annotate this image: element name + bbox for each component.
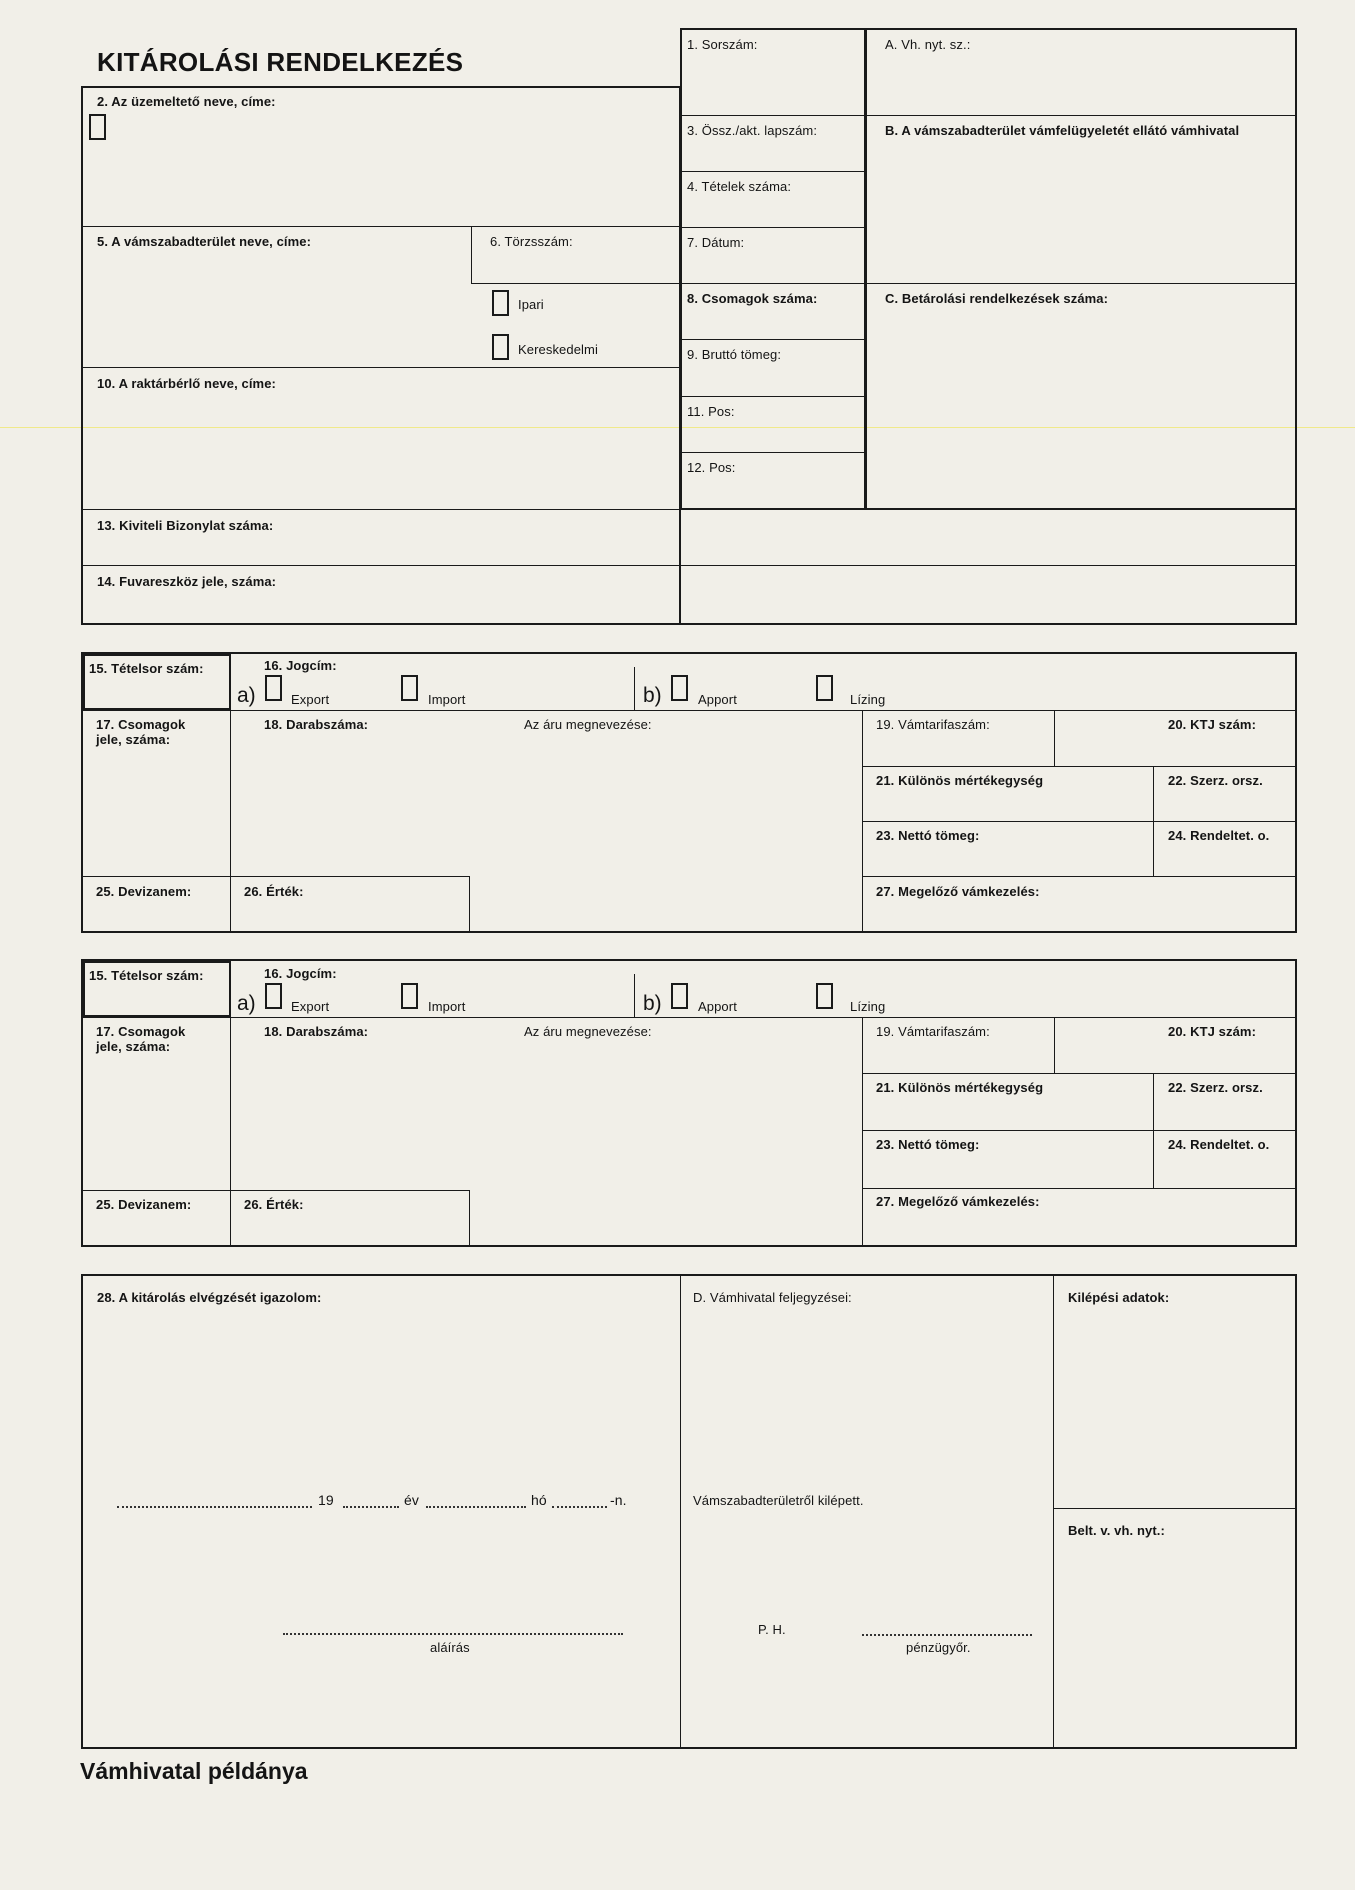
- item-1-packages-label: 17. Csomagok jele, száma:: [96, 717, 186, 747]
- item-2-value-label: 26. Érték:: [244, 1197, 304, 1212]
- signature-label: aláírás: [430, 1640, 470, 1655]
- exited-free-zone-label: Vámszabadterületről kilépett.: [693, 1493, 864, 1508]
- item-2-origin-country-label: 22. Szerz. orsz.: [1168, 1080, 1263, 1095]
- year-prefix: 19: [318, 1492, 334, 1508]
- form-title: KITÁROLÁSI RENDELKEZÉS: [97, 47, 464, 77]
- item-2-destination-label: 24. Rendeltet. o.: [1168, 1137, 1270, 1152]
- item-1-apport-label: Apport: [698, 692, 737, 707]
- item-count-label: 4. Tételek száma:: [687, 179, 792, 194]
- item-2-currency-label: 25. Devizanem:: [96, 1197, 192, 1212]
- item-1-previous-clearance-label: 27. Megelőző vámkezelés:: [876, 884, 1040, 899]
- item-1-line-number-label: 15. Tételsor szám:: [89, 661, 204, 676]
- item-2-line-number-label: 15. Tételsor szám:: [89, 968, 204, 983]
- item-1-export-checkbox[interactable]: [265, 675, 282, 701]
- item-2-special-unit-label: 21. Különös mértékegység: [876, 1080, 1044, 1095]
- item-1-import-checkbox[interactable]: [401, 675, 418, 701]
- operator-checkbox[interactable]: [89, 114, 106, 140]
- bottom-block: [81, 1274, 1297, 1749]
- item-1-value-label: 26. Érték:: [244, 884, 304, 899]
- export-document-label: 13. Kiviteli Bizonylat száma:: [97, 518, 274, 533]
- item-1-ktj-label: 20. KTJ szám:: [1168, 717, 1257, 732]
- serial-number-label: 1. Sorszám:: [687, 37, 758, 52]
- item-2-goods-name-label: Az áru megnevezése:: [524, 1024, 652, 1039]
- top-right-column: [865, 28, 1297, 510]
- item-2-net-weight-label: 23. Nettó tömeg:: [876, 1137, 980, 1152]
- item-1-special-unit-label: 21. Különös mértékegység: [876, 773, 1044, 788]
- completion-certification-label: 28. A kitárolás elvégzését igazolom:: [97, 1290, 322, 1305]
- top-mid-column: [680, 28, 866, 510]
- stamp-label: P. H.: [758, 1622, 786, 1637]
- item-1-lizing-label: Lízing: [850, 692, 886, 707]
- item-2-import-label: Import: [428, 999, 466, 1014]
- item-2-quantity-label: 18. Darabszáma:: [264, 1024, 369, 1039]
- domestic-number-label: Belt. v. vh. nyt.:: [1068, 1523, 1165, 1538]
- item-2-export-label: Export: [291, 999, 330, 1014]
- item-1-legal-basis-label: 16. Jogcím:: [264, 658, 337, 673]
- item-1-export-label: Export: [291, 692, 330, 707]
- pos-11-label: 11. Pos:: [687, 404, 735, 419]
- year-dotted-line[interactable]: [343, 1506, 399, 1508]
- item-2-apport-checkbox[interactable]: [671, 983, 688, 1009]
- item-2-export-checkbox[interactable]: [265, 983, 282, 1009]
- item-2-previous-clearance-label: 27. Megelőző vámkezelés:: [876, 1194, 1040, 1209]
- year-label: év: [404, 1492, 419, 1508]
- item-2-b-label: b): [643, 992, 662, 1015]
- officer-signature-dotted-line[interactable]: [862, 1634, 1032, 1636]
- gross-weight-label: 9. Bruttó tömeg:: [687, 347, 782, 362]
- item-2-lizing-label: Lízing: [850, 999, 886, 1014]
- day-suffix: -n.: [610, 1492, 627, 1508]
- commercial-label: Kereskedelmi: [518, 342, 598, 357]
- item-1-origin-country-label: 22. Szerz. orsz.: [1168, 773, 1263, 788]
- customs-officer-label: pénzügyőr.: [906, 1640, 971, 1655]
- tenant-name-label: 10. A raktárbérlő neve, címe:: [97, 376, 276, 391]
- page-count-label: 3. Össz./akt. lapszám:: [687, 123, 818, 138]
- item-1-quantity-label: 18. Darabszáma:: [264, 717, 369, 732]
- item-1-apport-checkbox[interactable]: [671, 675, 688, 701]
- place-dotted-line[interactable]: [117, 1506, 312, 1508]
- item-2-ktj-label: 20. KTJ szám:: [1168, 1024, 1257, 1039]
- package-count-label: 8. Csomagok száma:: [687, 291, 818, 306]
- industrial-label: Ipari: [518, 297, 544, 312]
- exit-data-label: Kilépési adatok:: [1068, 1290, 1170, 1305]
- date-label: 7. Dátum:: [687, 235, 745, 250]
- item-1-destination-label: 24. Rendeltet. o.: [1168, 828, 1270, 843]
- item-1-net-weight-label: 23. Nettó tömeg:: [876, 828, 980, 843]
- item-2-a-label: a): [237, 992, 256, 1015]
- item-1-a-label: a): [237, 684, 256, 707]
- free-zone-name-label: 5. A vámszabadterület neve, címe:: [97, 234, 312, 249]
- item-2-import-checkbox[interactable]: [401, 983, 418, 1009]
- item-2-lizing-checkbox[interactable]: [816, 983, 833, 1009]
- item-1-tariff-label: 19. Vámtarifaszám:: [876, 717, 990, 732]
- commercial-checkbox[interactable]: [492, 334, 509, 360]
- item-1-lizing-checkbox[interactable]: [816, 675, 833, 701]
- item-2-tariff-label: 19. Vámtarifaszám:: [876, 1024, 990, 1039]
- operator-name-label: 2. Az üzemeltető neve, címe:: [97, 94, 276, 109]
- supervising-office-label: B. A vámszabadterület vámfelügyeletét ellátó vámhivatal: [885, 123, 1240, 138]
- item-1-goods-name-label: Az áru megnevezése:: [524, 717, 652, 732]
- month-label: hó: [531, 1492, 547, 1508]
- item-2-legal-basis-label: 16. Jogcím:: [264, 966, 337, 981]
- item-1-import-label: Import: [428, 692, 466, 707]
- copy-designation: Vámhivatal példánya: [80, 1758, 308, 1784]
- customs-office-number-label: A. Vh. nyt. sz.:: [885, 37, 971, 52]
- registry-number-label: 6. Törzsszám:: [490, 234, 573, 249]
- industrial-checkbox[interactable]: [492, 290, 509, 316]
- month-dotted-line[interactable]: [426, 1506, 526, 1508]
- vehicle-label: 14. Fuvareszköz jele, száma:: [97, 574, 277, 589]
- item-2-packages-label: 17. Csomagok jele, száma:: [96, 1024, 186, 1054]
- customs-notes-label: D. Vámhivatal feljegyzései:: [693, 1290, 852, 1305]
- pos-12-label: 12. Pos:: [687, 460, 736, 475]
- storage-orders-label: C. Betárolási rendelkezések száma:: [885, 291, 1109, 306]
- day-dotted-line[interactable]: [552, 1506, 607, 1508]
- item-1-b-label: b): [643, 684, 662, 707]
- signature-dotted-line[interactable]: [283, 1633, 623, 1635]
- item-1-currency-label: 25. Devizanem:: [96, 884, 192, 899]
- item-2-apport-label: Apport: [698, 999, 737, 1014]
